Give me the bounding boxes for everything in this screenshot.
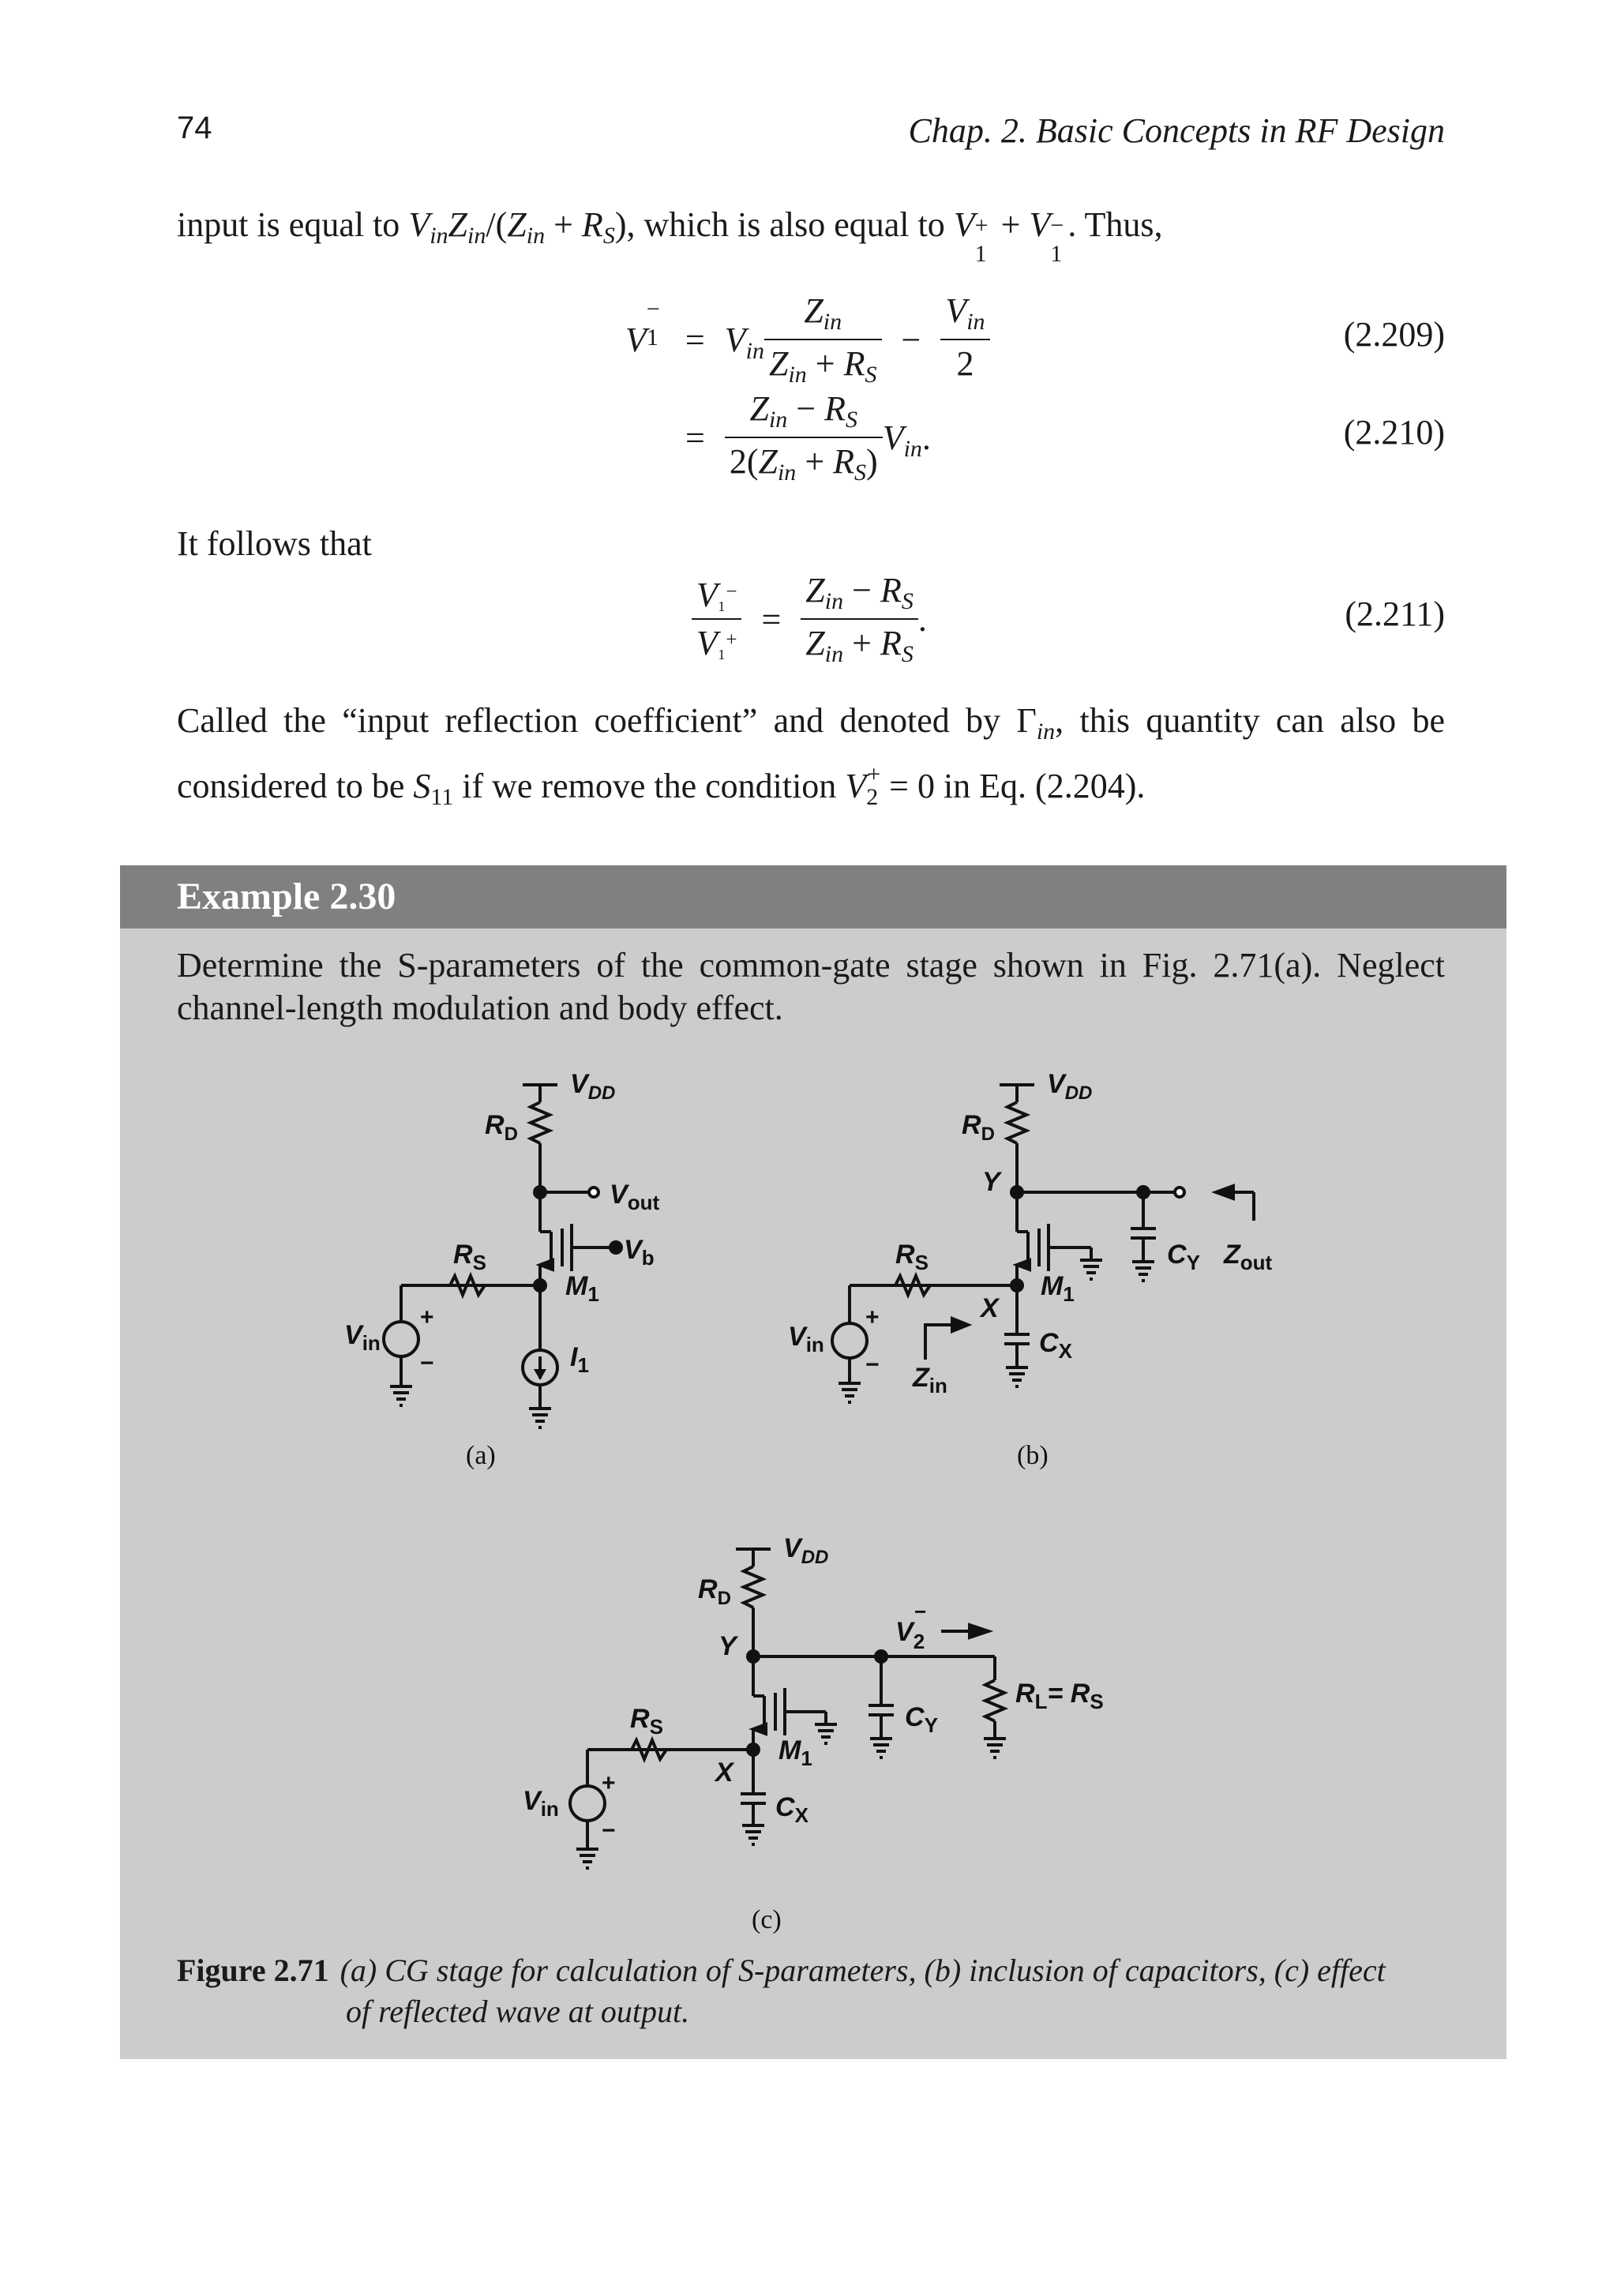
- example-line-1: Determine the S-parameters of the common-gate stage shown in Fig. 2.71(a). Neglect: [177, 946, 1445, 985]
- paragraph-1: input is equal to $V_{in}Z_{in}/(Z_{in} + R_S)$, which is also equal to V 1 + + V 1 − . Thus,: [177, 205, 1163, 267]
- label-b-cx: $C_X$: [1039, 1328, 1072, 1363]
- label-c-vdd: $V_{DD}$: [783, 1533, 829, 1568]
- label-c-v2-minus: −: [914, 1600, 927, 1623]
- label-b-vin: $V_{in}$: [788, 1322, 824, 1356]
- label-c-cx: $C_X$: [775, 1792, 808, 1827]
- figure-caption: [177, 1950, 1456, 2032]
- label-b-m1: $M_1$: [1041, 1271, 1075, 1306]
- caption-line-2: of reflected wave at output.: [346, 1994, 690, 2029]
- label-b-rd: $R_D$: [962, 1110, 995, 1145]
- circuit-figure: [120, 1026, 1506, 1942]
- panel-label-b: (b): [1017, 1441, 1049, 1470]
- panel-label-c: (c): [752, 1905, 782, 1934]
- page-number: 74: [177, 111, 212, 145]
- label-a-i1: $I_1$: [570, 1342, 589, 1377]
- label-a-plus: +: [420, 1304, 434, 1330]
- example-title: Example 2.30: [177, 876, 396, 917]
- example-line-2: channel-length modulation and body effect.: [177, 989, 783, 1027]
- equation-2-211: $\frac{V_1^-}{V_1^+}$ = $\frac{Z_{in} - R_S}{Z_{in} + R_S}$ .: [692, 570, 927, 668]
- label-a-vb: $V_b$: [624, 1235, 655, 1270]
- label-b-cy: $C_Y$: [1167, 1240, 1200, 1274]
- label-b-minus: −: [865, 1352, 880, 1378]
- caption-label: Figure 2.71: [177, 1953, 329, 1988]
- label-c-plus: +: [602, 1770, 616, 1796]
- label-c-rd: $R_D$: [698, 1574, 731, 1609]
- label-a-vin: $V_{in}$: [344, 1320, 381, 1355]
- equation-number-209: (2.209): [1343, 315, 1445, 354]
- label-c-y: Y: [718, 1631, 737, 1661]
- follows-text: It follows that: [177, 524, 372, 563]
- label-b-y: Y: [982, 1167, 1000, 1197]
- equation-number-210: (2.210): [1343, 413, 1445, 452]
- equation-2-210: = $\frac{Z_{in} - R_S}{2(Z_{in} + R_S)}$ $V_{in}$.: [685, 389, 931, 486]
- label-a-vout: $V_{out}$: [610, 1180, 660, 1214]
- label-c-rl: $R_L= R_S$: [1015, 1679, 1104, 1713]
- label-b-zout: $Z_{out}$: [1224, 1240, 1273, 1274]
- label-b-vdd: $V_{DD}$: [1047, 1069, 1093, 1104]
- label-a-rd: $R_D$: [485, 1110, 518, 1145]
- label-c-rs: $R_S$: [630, 1704, 663, 1739]
- panel-label-a: (a): [466, 1441, 496, 1470]
- label-a-vdd: $V_{DD}$: [570, 1069, 616, 1104]
- label-a-minus: −: [420, 1350, 434, 1376]
- label-c-x: X: [715, 1758, 733, 1788]
- label-b-x: X: [981, 1293, 999, 1323]
- label-b-plus: +: [865, 1304, 880, 1330]
- chapter-title: Chap. 2. Basic Concepts in RF Design: [908, 111, 1445, 150]
- label-c-m1: $M_1$: [778, 1735, 812, 1770]
- label-c-minus: −: [602, 1818, 616, 1844]
- label-c-vin: $V_{in}$: [523, 1786, 559, 1821]
- label-c-cy: $C_Y$: [905, 1702, 938, 1737]
- label-b-rs: $R_S$: [895, 1240, 929, 1274]
- equation-number-211: (2.211): [1345, 595, 1445, 633]
- label-a-m1: $M_1$: [565, 1271, 599, 1306]
- label-c-v2: $V_2$: [895, 1617, 925, 1653]
- label-b-zin: $Z_{in}$: [913, 1363, 947, 1397]
- caption-line-1: (a) CG stage for calculation of S-parameters, (b) inclusion of capacitors, (c) effect: [340, 1953, 1386, 1988]
- paragraph-2: Called the “input reflection coefficient” and denoted by $\Gamma_{in}$, this quantity can also be considered to be $S_{11}$ if we remove the condition $V_2^+ = 0$ in Eq. (2.204).: [177, 701, 1446, 810]
- label-a-rs: $R_S$: [453, 1240, 486, 1274]
- equation-2-209: V 1 − = $V_{in}$ $\frac{Z_{in}}{Z_{in} + R_S}$ − $\frac{V_{in}}{2}$: [625, 291, 990, 388]
